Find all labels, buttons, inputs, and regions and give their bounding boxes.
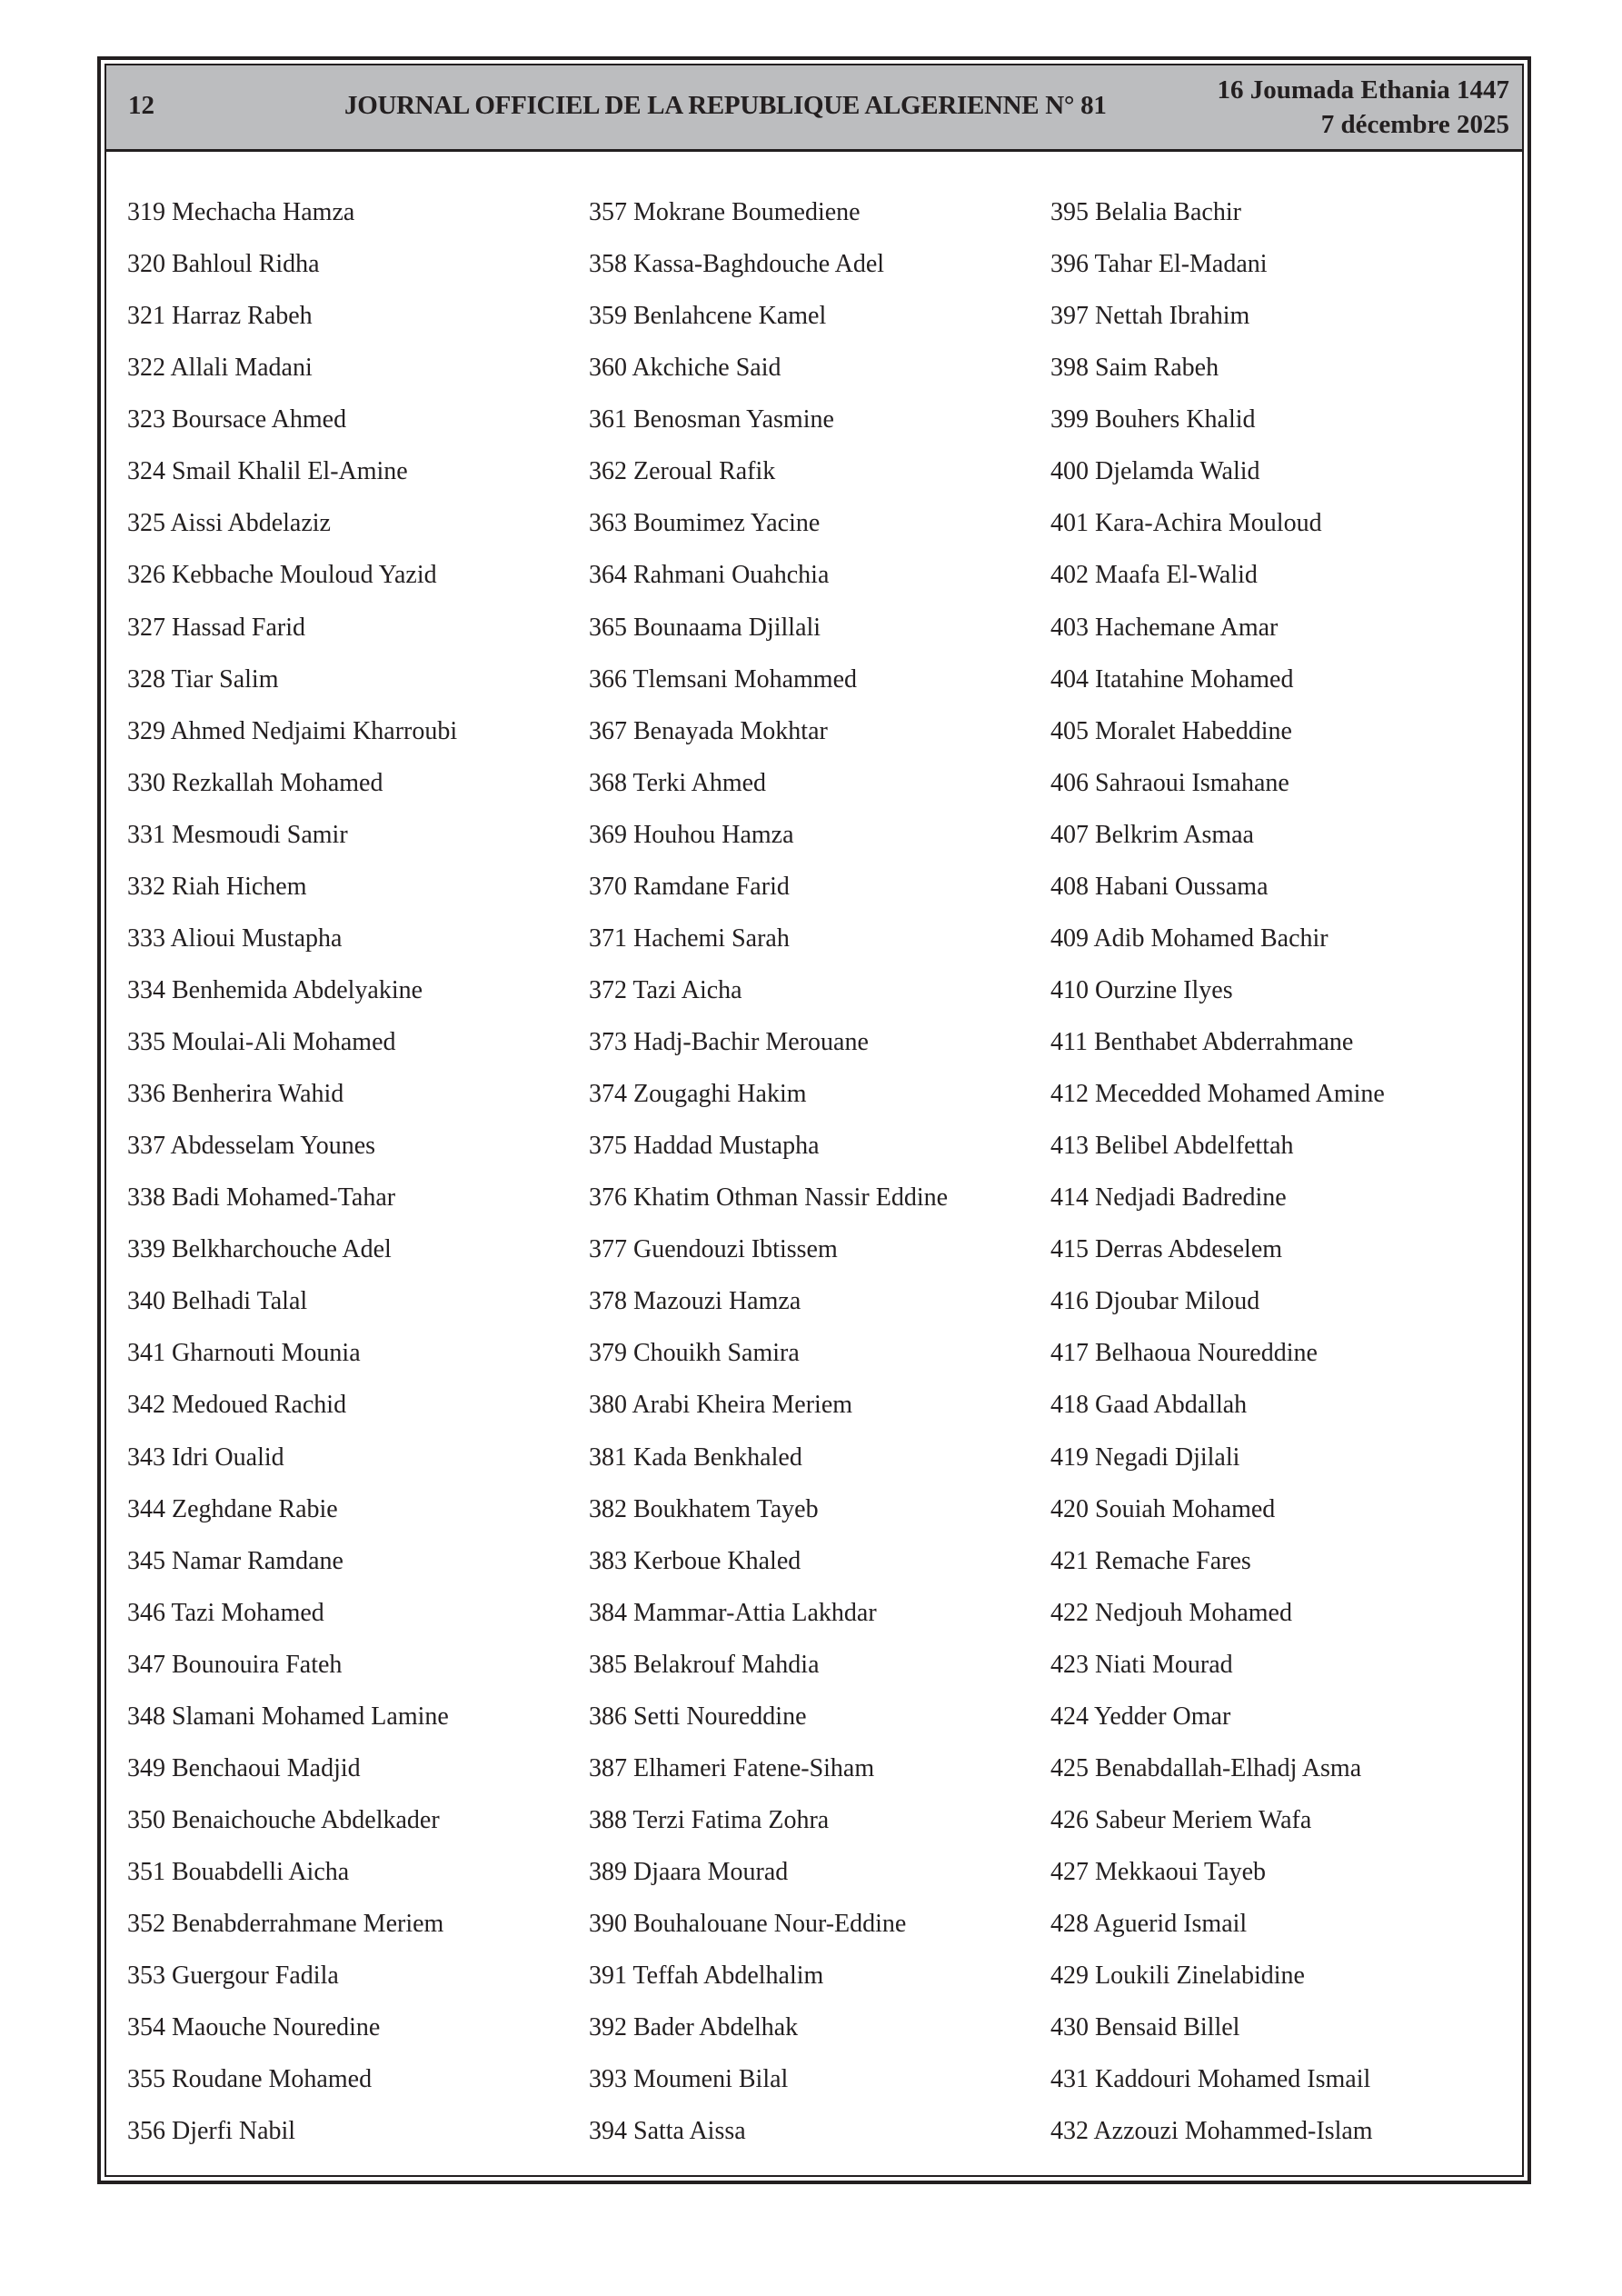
list-item: 410 Ourzine Ilyes [1050,975,1233,1004]
list-item: 343 Idri Oualid [127,1442,284,1472]
list-item: 340 Belhadi Talal [127,1287,308,1316]
list-item: 323 Boursace Ahmed [127,405,347,434]
list-item: 354 Maouche Nouredine [127,2013,381,2042]
list-item: 377 Guendouzi Ibtissem [589,1235,838,1264]
list-item: 370 Ramdane Farid [589,872,790,901]
list-item: 368 Terki Ahmed [589,768,767,797]
list-item: 378 Mazouzi Hamza [589,1287,801,1316]
list-item: 363 Boumimez Yacine [589,509,821,538]
list-item: 327 Hassad Farid [127,613,305,642]
list-item: 324 Smail Khalil El-Amine [127,457,408,486]
list-item: 349 Benchaoui Madjid [127,1753,361,1782]
page-header [106,65,1522,152]
list-item: 431 Kaddouri Mohamed Ismail [1050,2065,1371,2094]
list-item: 404 Itatahine Mohamed [1050,664,1294,694]
list-item: 325 Aissi Abdelaziz [127,509,331,538]
list-item: 342 Medoued Rachid [127,1391,347,1420]
list-item: 401 Kara-Achira Mouloud [1050,509,1322,538]
list-item: 366 Tlemsani Mohammed [589,664,857,694]
list-item: 398 Saim Rabeh [1050,354,1219,383]
list-item: 432 Azzouzi Mohammed-Islam [1050,2117,1373,2146]
list-item: 369 Houhou Hamza [589,820,794,849]
list-item: 412 Mecedded Mohamed Amine [1050,1080,1385,1109]
list-item: 371 Hachemi Sarah [589,923,790,953]
list-item: 341 Gharnouti Mounia [127,1339,361,1368]
list-item: 375 Haddad Mustapha [589,1132,820,1161]
list-item: 392 Bader Abdelhak [589,2013,799,2042]
list-item: 416 Djoubar Miloud [1050,1287,1260,1316]
journal-title: JOURNAL OFFICIEL DE LA REPUBLIQUE ALGERIENNE N° 81 [344,91,1107,120]
list-item: 418 Gaad Abdallah [1050,1391,1248,1420]
list-item: 427 Mekkaoui Tayeb [1050,1858,1267,1886]
list-item: 365 Bounaama Djillali [589,613,821,642]
list-item: 403 Hachemane Amar [1050,613,1279,642]
list-item: 429 Loukili Zinelabidine [1050,1962,1305,1991]
list-item: 384 Mammar-Attia Lakhdar [589,1598,877,1627]
list-item: 337 Abdesselam Younes [127,1132,376,1161]
list-item: 355 Roudane Mohamed [127,2065,373,2094]
list-item: 329 Ahmed Nedjaimi Kharroubi [127,716,458,745]
list-item: 344 Zeghdane Rabie [127,1494,338,1523]
name-column-1 [127,194,457,2164]
name-column-2 [589,194,948,2164]
list-item: 351 Bouabdelli Aicha [127,1858,350,1886]
list-item: 413 Belibel Abdelfettah [1050,1132,1294,1161]
list-item: 395 Belalia Bachir [1050,198,1241,226]
list-item: 430 Bensaid Billel [1050,2013,1240,2042]
list-item: 356 Djerfi Nabil [127,2117,296,2146]
issue-date [1218,73,1509,142]
list-item: 390 Bouhalouane Nour-Eddine [589,1910,907,1939]
list-item: 379 Chouikh Samira [589,1339,800,1368]
list-item: 385 Belakrouf Mahdia [589,1650,820,1679]
list-item: 373 Hadj-Bachir Merouane [589,1028,869,1056]
list-item: 320 Bahloul Ridha [127,250,320,279]
list-item: 391 Teffah Abdelhalim [589,1962,824,1991]
list-item: 383 Kerboue Khaled [589,1546,801,1575]
list-item: 364 Rahmani Ouahchia [589,561,830,590]
list-item: 387 Elhameri Fatene-Siham [589,1753,875,1782]
list-item: 332 Riah Hichem [127,872,307,901]
list-item: 345 Namar Ramdane [127,1546,343,1575]
list-item: 402 Maafa El-Walid [1050,561,1258,590]
page-number: 12 [128,91,154,120]
list-item: 338 Badi Mohamed-Tahar [127,1183,396,1213]
list-item: 374 Zougaghi Hakim [589,1080,807,1109]
list-item: 406 Sahraoui Ismahane [1050,768,1289,797]
list-item: 362 Zeroual Rafik [589,457,776,486]
list-item: 352 Benabderrahmane Meriem [127,1910,444,1939]
list-item: 367 Benayada Mokhtar [589,716,828,745]
list-item: 357 Mokrane Boumediene [589,198,861,226]
name-column-3 [1050,194,1385,2164]
list-item: 411 Benthabet Abderrahmane [1050,1028,1354,1056]
list-item: 424 Yedder Omar [1050,1702,1231,1731]
hijri-date: 16 Joumada Ethania 1447 [1217,75,1509,105]
list-item: 326 Kebbache Mouloud Yazid [127,561,437,590]
list-item: 350 Benaichouche Abdelkader [127,1805,440,1834]
list-item: 353 Guergour Fadila [127,1962,339,1991]
list-item: 360 Akchiche Said [589,354,781,383]
list-item: 421 Remache Fares [1050,1546,1251,1575]
list-item: 405 Moralet Habeddine [1050,716,1292,745]
list-item: 393 Moumeni Bilal [589,2065,789,2094]
list-item: 335 Moulai-Ali Mohamed [127,1028,396,1056]
list-item: 423 Niati Mourad [1050,1650,1233,1679]
list-item: 396 Tahar El-Madani [1050,250,1268,279]
list-item: 399 Bouhers Khalid [1050,405,1256,434]
list-item: 380 Arabi Kheira Meriem [589,1391,853,1420]
list-item: 425 Benabdallah-Elhadj Asma [1050,1753,1362,1782]
list-item: 319 Mechacha Hamza [127,198,355,226]
list-item: 331 Mesmoudi Samir [127,820,348,849]
list-item: 386 Setti Noureddine [589,1702,807,1731]
list-item: 346 Tazi Mohamed [127,1598,324,1627]
gregorian-date: 7 décembre 2025 [1320,110,1509,139]
list-item: 348 Slamani Mohamed Lamine [127,1702,449,1731]
list-item: 372 Tazi Aicha [589,975,742,1004]
list-item: 334 Benhemida Abdelyakine [127,975,423,1004]
list-item: 388 Terzi Fatima Zohra [589,1805,830,1834]
list-item: 339 Belkharchouche Adel [127,1235,392,1264]
list-item: 426 Sabeur Meriem Wafa [1050,1805,1312,1834]
list-item: 321 Harraz Rabeh [127,302,313,331]
list-item: 358 Kassa-Baghdouche Adel [589,250,885,279]
list-item: 333 Alioui Mustapha [127,923,343,953]
list-item: 330 Rezkallah Mohamed [127,768,383,797]
list-item: 414 Nedjadi Badredine [1050,1183,1287,1213]
list-item: 417 Belhaoua Noureddine [1050,1339,1318,1368]
list-item: 376 Khatim Othman Nassir Eddine [589,1183,949,1213]
list-item: 420 Souiah Mohamed [1050,1494,1276,1523]
list-item: 359 Benlahcene Kamel [589,302,827,331]
list-item: 389 Djaara Mourad [589,1858,789,1886]
list-item: 415 Derras Abdeselem [1050,1235,1283,1264]
list-item: 422 Nedjouh Mohamed [1050,1598,1292,1627]
list-item: 382 Boukhatem Tayeb [589,1494,819,1523]
list-item: 381 Kada Benkhaled [589,1442,802,1472]
list-item: 407 Belkrim Asmaa [1050,820,1254,849]
list-item: 394 Satta Aissa [589,2117,746,2146]
list-item: 409 Adib Mohamed Bachir [1050,923,1328,953]
list-item: 428 Aguerid Ismail [1050,1910,1248,1939]
list-item: 322 Allali Madani [127,354,313,383]
list-item: 347 Bounouira Fateh [127,1650,343,1679]
list-item: 408 Habani Oussama [1050,872,1269,901]
list-item: 400 Djelamda Walid [1050,457,1260,486]
list-item: 397 Nettah Ibrahim [1050,302,1250,331]
list-item: 361 Benosman Yasmine [589,405,834,434]
list-item: 419 Negadi Djilali [1050,1442,1240,1472]
list-item: 328 Tiar Salim [127,664,279,694]
list-item: 336 Benherira Wahid [127,1080,344,1109]
